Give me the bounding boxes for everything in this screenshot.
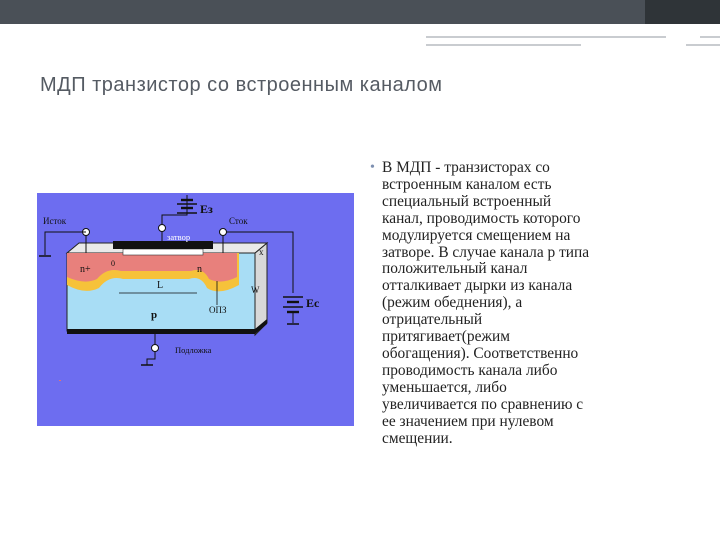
body-paragraph <box>382 160 682 447</box>
decor-line-4 <box>686 44 720 46</box>
body-line: уменьшается, либо <box>382 378 507 396</box>
body-line: проводимость канала либо <box>382 361 558 379</box>
body-line: канал, проводимость которого <box>382 209 581 227</box>
gate-terminal <box>159 225 166 232</box>
source-label: Исток <box>43 216 67 226</box>
body-line: модулируется смещением на <box>382 226 571 244</box>
slide-body <box>370 159 682 447</box>
top-bar <box>0 0 720 24</box>
substrate-label: Подложка <box>175 345 212 355</box>
substrate-terminal <box>152 345 159 352</box>
gate-metal <box>113 241 213 249</box>
decor-line-2 <box>426 44 581 46</box>
drain-terminal <box>220 229 227 236</box>
body-line: положительный канал <box>382 260 528 278</box>
body-line: увеличивается по сравнению с <box>382 395 584 413</box>
n-right-label: n <box>197 264 202 275</box>
body-line: обогащения). Соответственно <box>382 344 579 362</box>
gate-label: затвор <box>167 232 191 242</box>
decor-line-3 <box>700 36 720 38</box>
body-line: смещении. <box>382 429 453 447</box>
mosfet-diagram <box>37 193 354 426</box>
zero-label: 0 <box>111 259 115 268</box>
x-label: x <box>259 247 264 257</box>
w-label: W <box>251 285 260 295</box>
ez-label: Eз <box>200 202 213 216</box>
body-line: встроенным каналом есть <box>382 175 552 193</box>
body-line: притягивает(режим <box>382 328 511 346</box>
bullet-icon: • <box>370 160 375 175</box>
body-line: ее значением при нулевом <box>382 412 554 430</box>
substrate-contact <box>67 329 255 334</box>
p-label: p <box>151 309 158 321</box>
gate-oxide <box>123 249 203 255</box>
body-line: отталкивает дырки из канала <box>382 277 573 295</box>
opz-label: ОПЗ <box>209 305 227 315</box>
body-line: отрицательный <box>382 311 483 329</box>
drain-label: Сток <box>229 216 248 226</box>
length-label: L <box>157 280 164 291</box>
top-bar-dark-segment <box>645 0 720 24</box>
stray-mark <box>59 380 61 381</box>
decor-line-1 <box>426 36 666 38</box>
ec-label: Ec <box>306 296 320 310</box>
slide-title: МДП транзистор со встроенным каналом <box>40 74 443 96</box>
body-line: В МДП - транзисторах со <box>382 159 550 176</box>
body-line: специальный встроенный <box>382 192 552 210</box>
body-line: затворе. В случае канала p типа <box>382 243 590 261</box>
n-plus-label: n+ <box>80 264 91 275</box>
body-line: (режим обеднения), а <box>382 294 523 312</box>
